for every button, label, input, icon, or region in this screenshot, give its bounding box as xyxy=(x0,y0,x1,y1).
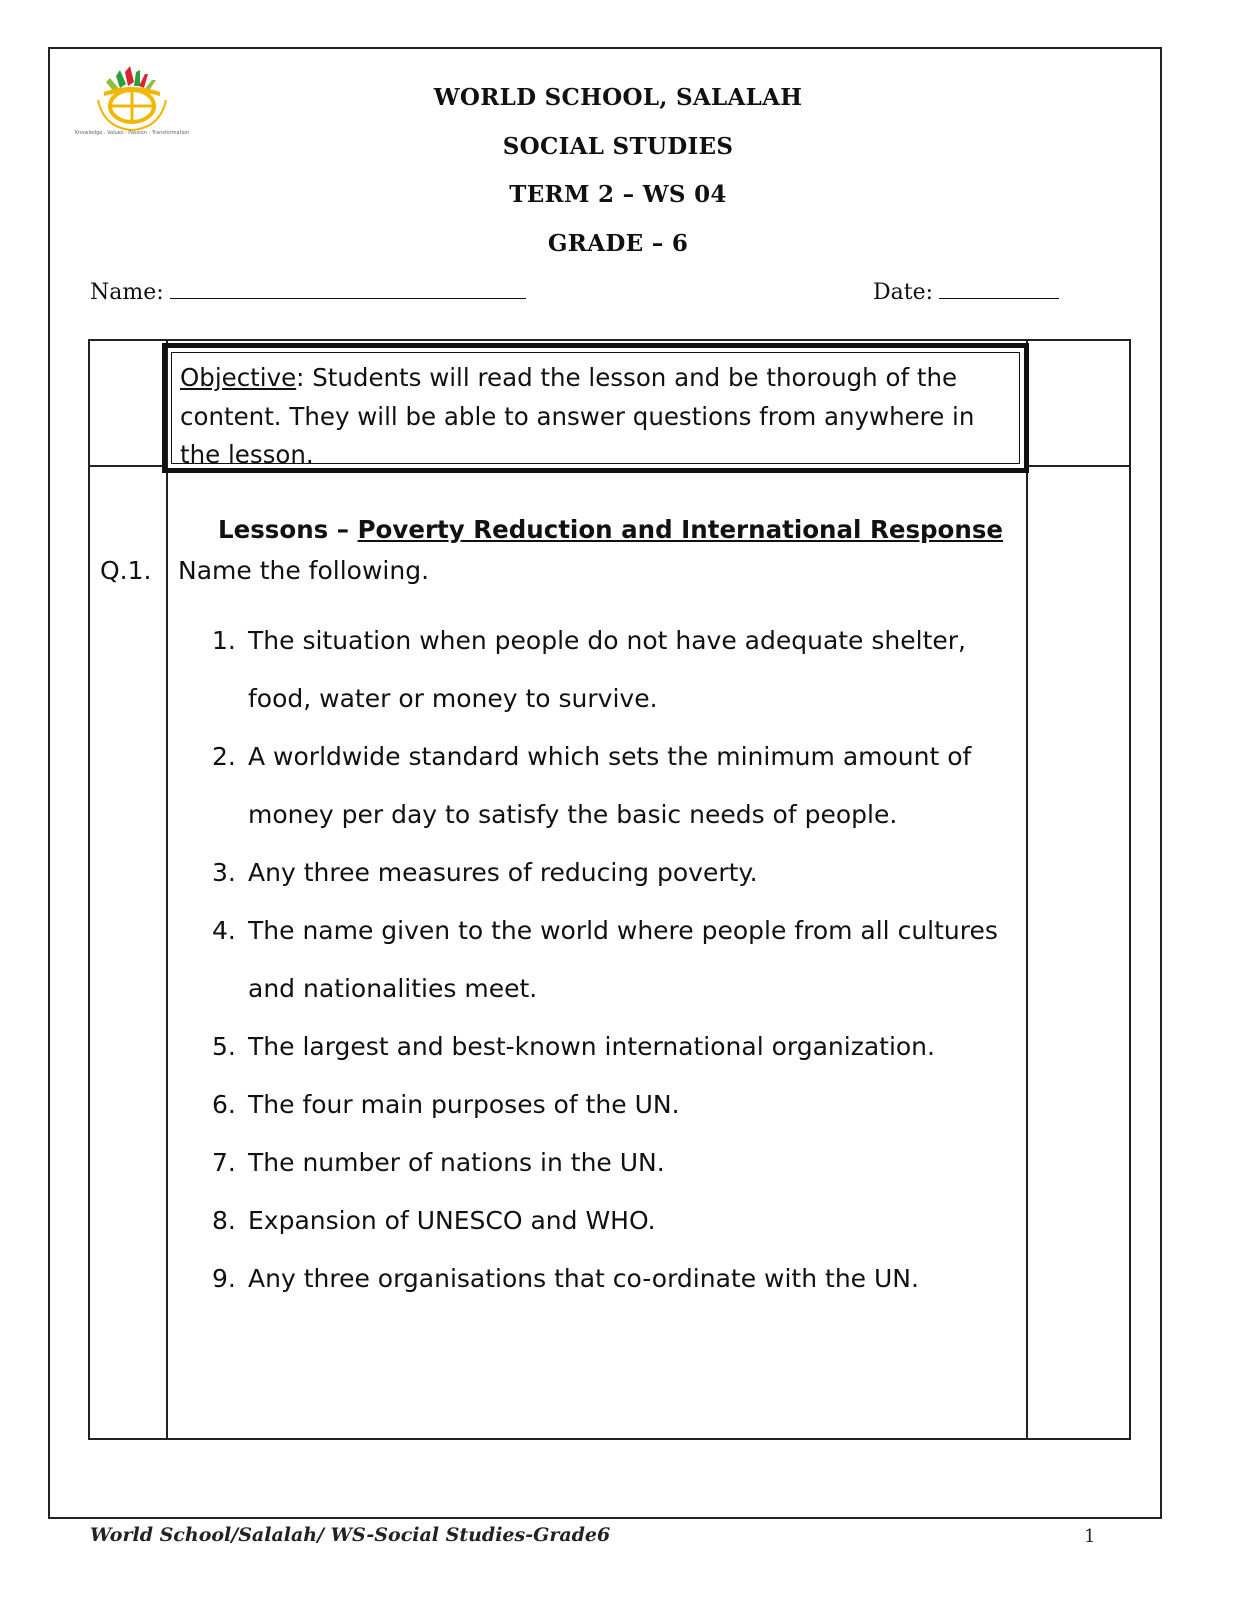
question-prompt: Name the following. xyxy=(178,556,430,585)
name-field[interactable] xyxy=(90,276,526,305)
objective-box xyxy=(162,343,1029,473)
question-list xyxy=(212,612,1022,1308)
list-item: 4. The name given to the world where people from all cultures and nationalities meet. xyxy=(212,902,1022,1018)
item-text: Expansion of UNESCO and WHO. xyxy=(248,1206,656,1235)
list-item: 7. The number of nations in the UN. xyxy=(212,1134,1022,1192)
date-label: Date: xyxy=(873,280,934,305)
objective-text-line: : Students will read the lesson and be thorough of the xyxy=(296,363,958,392)
row-divider xyxy=(90,465,166,467)
lesson-title xyxy=(218,515,1003,544)
item-text: The number of nations in the UN. xyxy=(248,1148,665,1177)
item-text: The largest and best-known international organization. xyxy=(248,1032,935,1061)
item-text: The situation when people do not have adequate shelter, xyxy=(248,626,966,655)
list-item: 9. Any three organisations that co-ordinate with the UN. xyxy=(212,1250,1022,1308)
list-item: 6. The four main purposes of the UN. xyxy=(212,1076,1022,1134)
item-text: A worldwide standard which sets the minimum amount of xyxy=(248,742,972,771)
row-divider xyxy=(1028,465,1131,467)
term-title: TERM 2 – WS 04 xyxy=(509,181,727,208)
list-item: 2. A worldwide standard which sets the minimum amount of money per day to satisfy the basic needs of people. xyxy=(212,728,1022,844)
objective-text-line: the lesson. xyxy=(180,440,314,469)
name-label: Name: xyxy=(90,280,164,305)
question-number: Q.1. xyxy=(100,556,152,585)
svg-text:Knowledge · Values · Passion ·: Knowledge · Values · Passion · Transformation xyxy=(74,130,190,136)
item-text: Any three measures of reducing poverty. xyxy=(248,858,758,887)
objective-text-line: content. They will be able to answer questions from anywhere in xyxy=(180,401,975,431)
item-text: The name given to the world where people from all cultures xyxy=(248,916,998,945)
item-text: and nationalities meet. xyxy=(248,974,538,1003)
item-text: food, water or money to survive. xyxy=(248,684,658,713)
item-text: Any three organisations that co-ordinate with the UN. xyxy=(248,1264,919,1293)
date-blank[interactable] xyxy=(939,276,1059,299)
objective-label: Objective xyxy=(180,363,297,392)
item-text: The four main purposes of the UN. xyxy=(248,1090,680,1119)
page-number: 1 xyxy=(1084,1526,1096,1547)
school-name: WORLD SCHOOL, SALALAH xyxy=(433,84,803,111)
lesson-name: Poverty Reduction and International Response xyxy=(357,515,1004,544)
column-divider xyxy=(166,341,168,1438)
list-item: 1. The situation when people do not have adequate shelter, food, water or money to survive. xyxy=(212,612,1022,728)
list-item: 3. Any three measures of reducing poverty. xyxy=(212,844,1022,902)
column-divider xyxy=(1026,341,1028,1438)
list-item: 5. The largest and best-known international organization. xyxy=(212,1018,1022,1076)
grade-title: GRADE – 6 xyxy=(547,230,689,257)
list-item: 8. Expansion of UNESCO and WHO. xyxy=(212,1192,1022,1250)
date-field[interactable] xyxy=(873,276,1059,305)
footer-text: World School/Salalah/ WS-Social Studies-Grade6 xyxy=(90,1524,611,1546)
name-blank[interactable] xyxy=(170,276,526,299)
lesson-prefix: Lessons – xyxy=(218,515,358,544)
subject-title: SOCIAL STUDIES xyxy=(502,133,734,160)
item-text: money per day to satisfy the basic needs of people. xyxy=(248,800,898,829)
